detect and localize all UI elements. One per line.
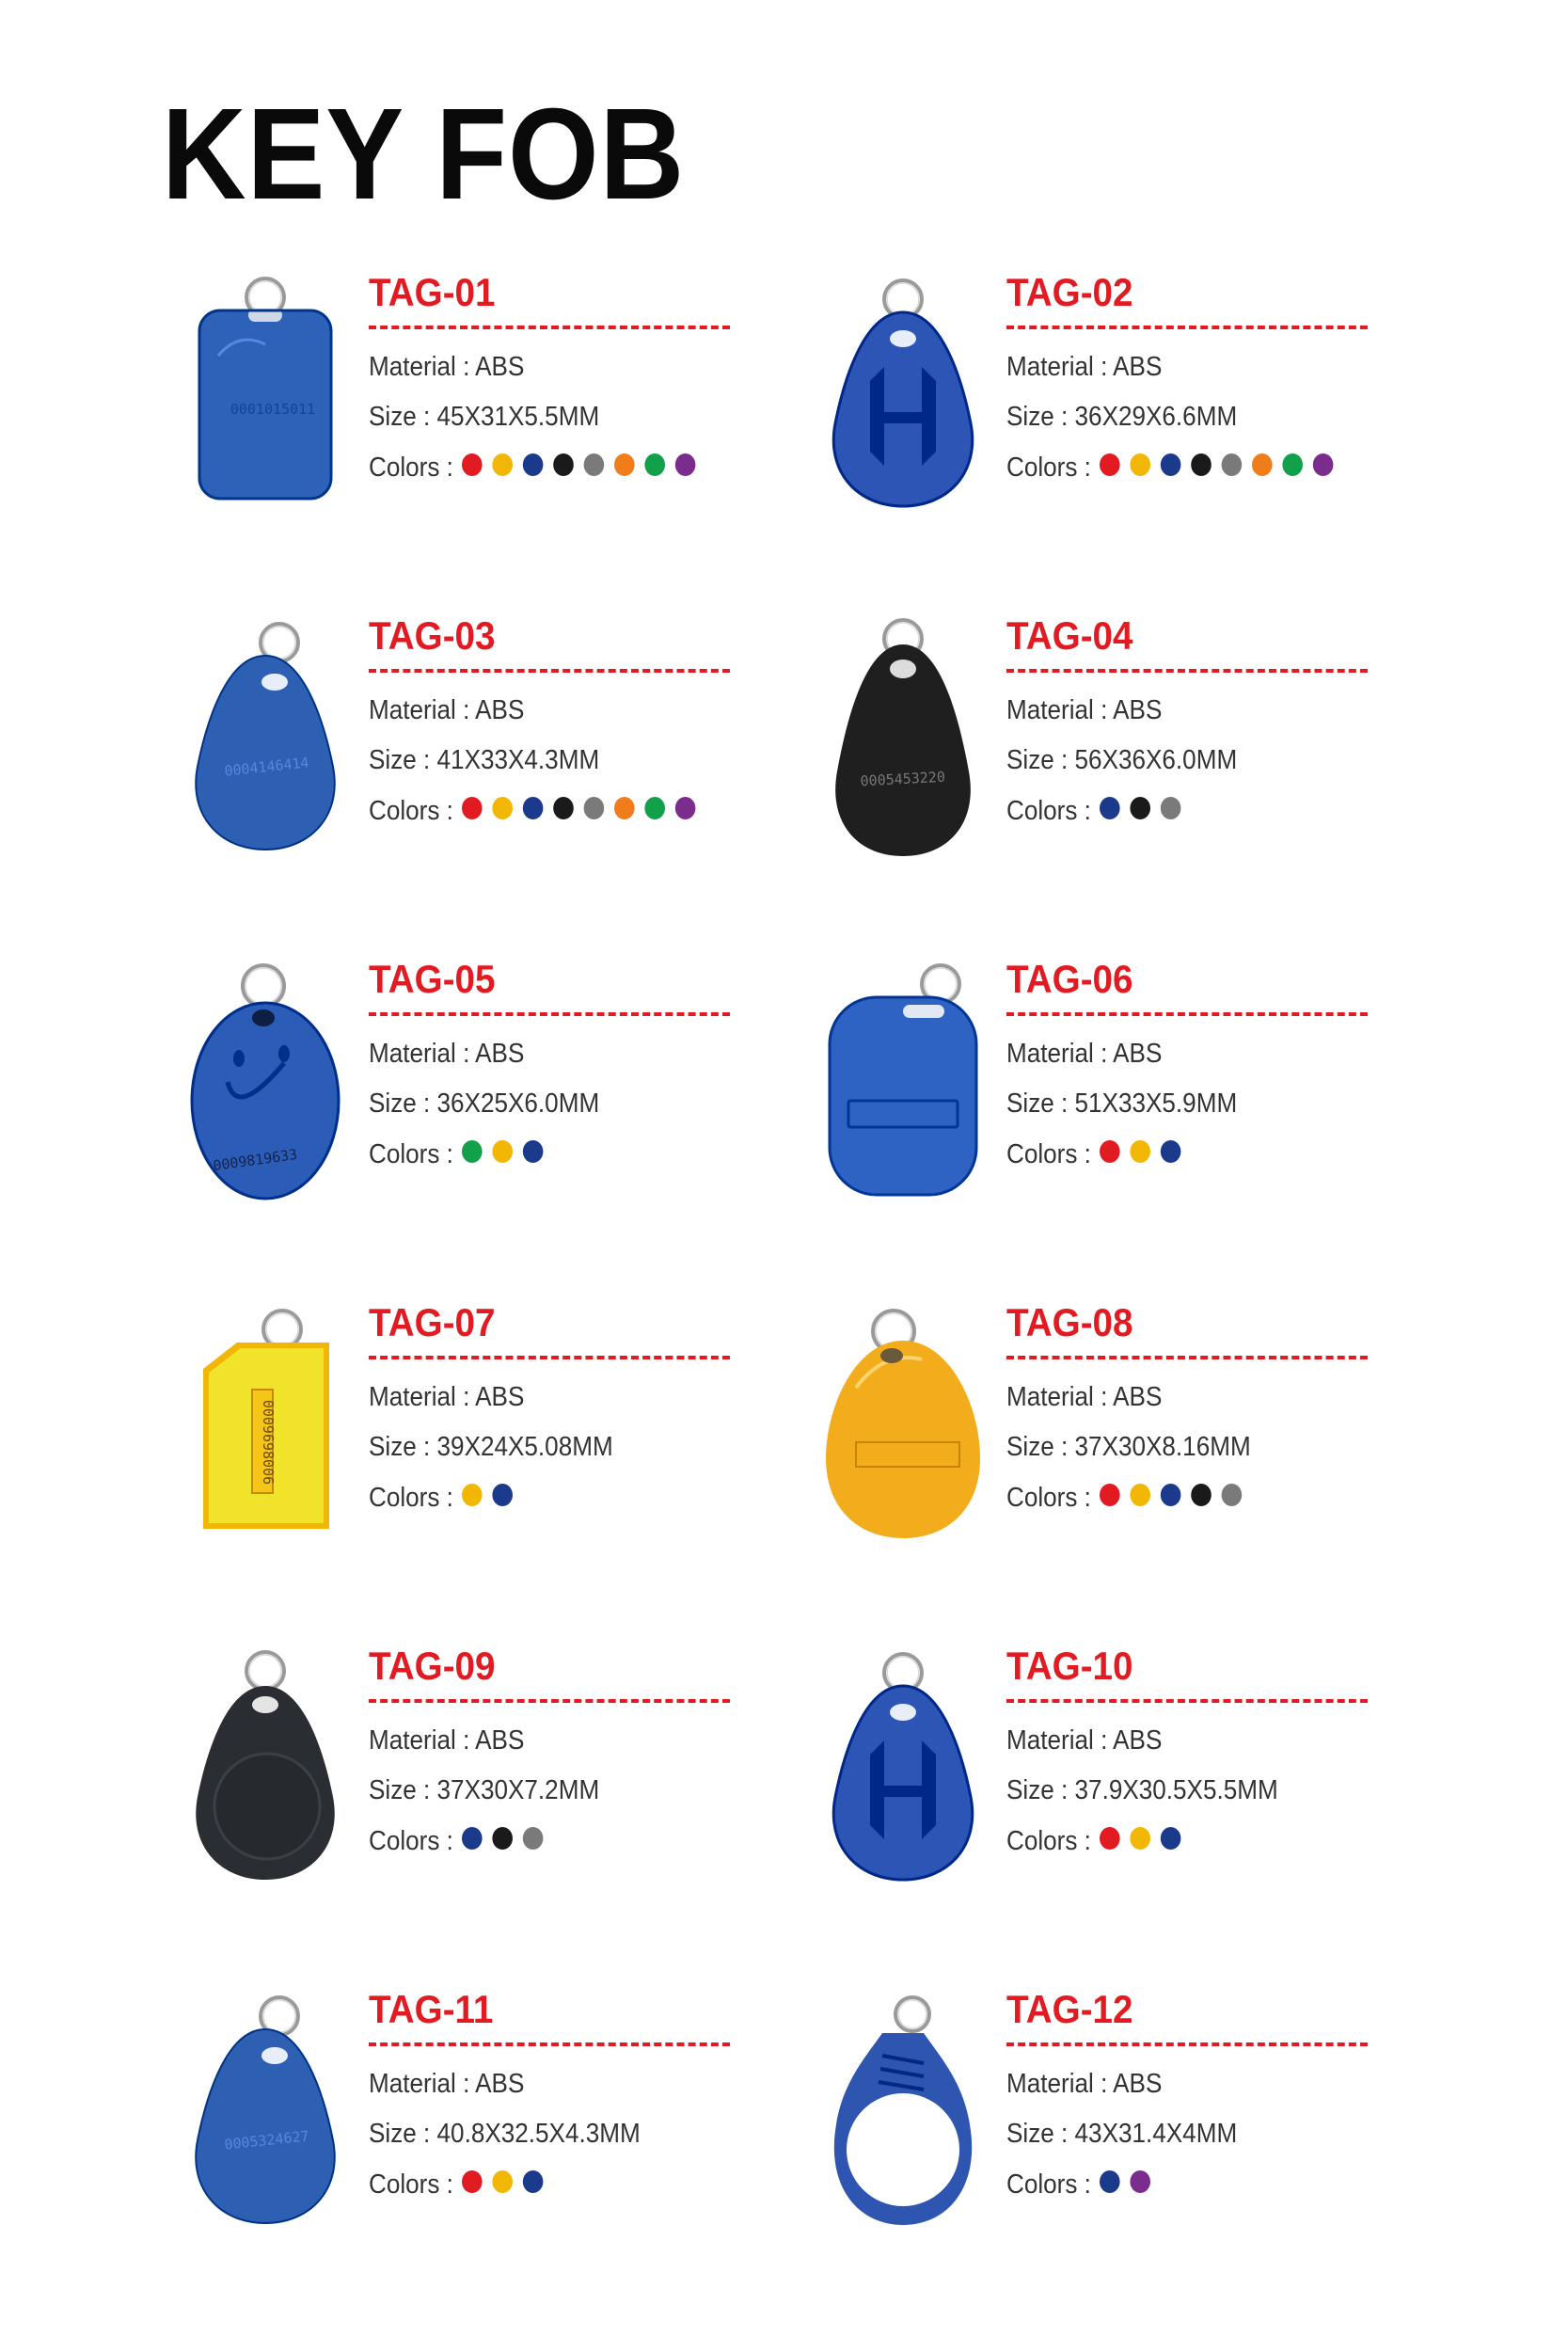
size-label: Size : [1006,2119,1075,2149]
color-swatch-orange [614,453,635,476]
key-fob-image [800,273,1006,517]
product-info [369,1987,730,2200]
material-value: ABS [475,1039,525,1069]
key-fob-image [162,1646,369,1891]
colors-row [1006,1827,1332,1855]
color-swatch-yellow [492,1140,513,1163]
color-swatch-blue [1161,1827,1181,1850]
color-swatch-yellow [492,2170,513,2193]
product-info [1006,613,1368,826]
colors-label: Colors : [369,1138,453,1169]
size-label: Size : [369,1432,437,1462]
product-card-tag-06 [800,957,1533,1279]
color-swatch-black [1191,453,1212,476]
color-swatch-yellow [462,1484,483,1506]
product-name: TAG-03 [369,613,496,658]
key-fob-image [800,1646,1006,1891]
size-value: 36X29X6.6MM [1074,402,1238,432]
color-swatch-red [462,2170,483,2193]
product-info [1006,1646,1368,1855]
size-value: 43X31.4X4MM [1074,2119,1238,2149]
size-row [1006,404,1343,431]
material-value: ABS [475,1382,525,1412]
colors-row [1006,2170,1332,2199]
product-name: TAG-04 [1006,613,1133,658]
material-value: ABS [1113,1039,1163,1069]
size-row [369,1777,694,1804]
key-fob-image [800,1303,1006,1548]
dashed-divider [369,1699,730,1703]
color-swatch-orange [1252,453,1273,476]
colors-row [369,1827,694,1855]
size-label: Size : [369,1089,437,1119]
size-value: 51X33X5.9MM [1074,1089,1238,1119]
product-card-tag-12 [800,1987,1533,2310]
color-swatches [462,2170,553,2199]
product-info [1006,1987,1368,2200]
dashed-divider [1006,669,1368,673]
color-swatch-purple [1130,2170,1150,2193]
colors-label: Colors : [1006,795,1091,826]
size-label: Size : [1006,1775,1075,1805]
color-swatch-blue [492,1484,513,1506]
colors-label: Colors : [369,2169,453,2200]
color-swatch-blue [1161,1140,1181,1163]
material-label: Material : [1006,2069,1114,2099]
color-swatch-blue [523,453,544,476]
color-swatch-gray [523,1827,544,1850]
color-swatch-orange [614,797,635,819]
colors-row [1006,1484,1332,1512]
colors-row [369,1484,694,1512]
color-swatch-black [492,1827,513,1850]
size-label: Size : [369,402,437,432]
product-name: TAG-10 [1006,1644,1133,1688]
size-row [1006,2121,1332,2148]
size-label: Size : [1006,745,1075,775]
colors-label: Colors : [1006,452,1091,483]
dashed-divider [1006,1699,1368,1703]
material-value: ABS [1113,695,1163,725]
product-info [1006,1300,1368,1513]
color-swatch-blue [1161,1484,1181,1506]
color-swatch-blue [523,2170,544,2193]
size-label: Size : [1006,402,1075,432]
color-swatches [462,1484,523,1512]
size-label: Size : [369,2119,437,2149]
color-swatch-green [644,453,665,476]
color-swatches [1100,2170,1161,2199]
product-card-tag-03 [162,613,895,936]
material-label: Material : [369,352,476,382]
material-label: Material : [1006,1382,1114,1412]
product-name: TAG-09 [369,1644,496,1688]
colors-label: Colors : [369,1482,453,1513]
colors-label: Colors : [1006,1138,1091,1169]
product-info [369,613,743,826]
material-row [1006,2071,1332,2098]
material-value: ABS [475,695,525,725]
color-swatch-yellow [1130,1484,1150,1506]
material-row [369,2071,694,2098]
svg-text:0001015011: 0001015011 [230,401,316,418]
color-swatch-yellow [492,453,513,476]
key-fob-image [162,616,369,861]
colors-row [369,1140,694,1168]
material-row [1006,1041,1332,1068]
color-swatch-black [1191,1484,1212,1506]
dashed-divider [1006,1356,1368,1359]
material-label: Material : [369,1382,476,1412]
color-swatch-black [553,797,574,819]
dashed-divider [1006,1012,1368,1016]
color-swatch-red [1100,453,1120,476]
material-value: ABS [475,2069,525,2099]
key-fob-image [800,1990,1006,2234]
color-swatch-purple [675,797,696,819]
color-swatches [462,797,705,825]
dashed-divider [369,1012,730,1016]
color-swatch-red [1100,1140,1120,1163]
size-row [369,1090,694,1118]
svg-text:0004146414: 0004146414 [223,754,310,780]
colors-label: Colors : [1006,1825,1091,1856]
size-label: Size : [1006,1432,1075,1462]
product-card-tag-04 [800,613,1533,936]
material-row [369,1041,694,1068]
size-row [1006,1434,1332,1461]
color-swatches [462,1827,553,1855]
key-fob-image [162,1990,369,2234]
material-label: Material : [369,695,476,725]
color-swatches [462,453,705,482]
material-label: Material : [1006,1039,1114,1069]
colors-row [1006,797,1332,825]
dashed-divider [369,2042,730,2046]
color-swatches [462,1140,553,1168]
material-row [369,1384,694,1411]
product-name: TAG-12 [1006,1987,1133,2031]
color-swatch-green [1282,453,1303,476]
color-swatch-purple [1313,453,1334,476]
key-fob-image [162,960,369,1204]
colors-label: Colors : [369,795,453,826]
color-swatches [1100,453,1343,482]
product-info [1006,270,1381,483]
size-row [369,404,705,431]
color-swatch-blue [1161,453,1181,476]
product-card-tag-05 [162,957,895,1279]
color-swatch-black [1130,797,1150,819]
material-row [369,354,705,381]
color-swatch-gray [584,797,605,819]
color-swatch-blue [1100,2170,1120,2193]
material-row [1006,1384,1332,1411]
material-row [1006,354,1343,381]
product-name: TAG-02 [1006,270,1133,314]
colors-row [369,453,705,482]
dashed-divider [369,1356,730,1359]
size-row [1006,1090,1332,1118]
color-swatch-green [462,1140,483,1163]
svg-text:0009698006: 0009698006 [260,1399,277,1486]
product-info [369,957,730,1169]
size-row [369,2121,694,2148]
colors-label: Colors : [369,1825,453,1856]
product-name: TAG-11 [369,1987,494,2031]
material-label: Material : [1006,1725,1114,1756]
product-name: TAG-08 [1006,1300,1133,1344]
color-swatch-purple [675,453,696,476]
color-swatches [1100,797,1191,825]
color-swatch-yellow [1130,453,1150,476]
color-swatch-yellow [1130,1827,1150,1850]
svg-text:0005324627: 0005324627 [223,2127,310,2153]
key-fob-image [162,1303,369,1548]
page-title: KEY FOB [162,82,686,227]
material-value: ABS [1113,352,1163,382]
colors-label: Colors : [369,452,453,483]
colors-row [1006,453,1343,482]
color-swatch-yellow [1130,1140,1150,1163]
material-label: Material : [1006,695,1114,725]
product-info [1006,957,1368,1169]
product-card-tag-09 [162,1646,895,1966]
color-swatches [1100,1140,1191,1168]
material-value: ABS [475,1725,525,1756]
key-fob-image [800,616,1006,861]
svg-text:0005453220: 0005453220 [860,768,946,790]
product-info [369,1300,730,1513]
size-value: 40.8X32.5X4.3MM [436,2119,641,2149]
key-fob-image [162,273,369,517]
material-value: ABS [1113,2069,1163,2099]
material-value: ABS [475,352,525,382]
material-label: Material : [1006,352,1114,382]
product-card-tag-02 [800,270,1533,593]
color-swatch-red [462,453,483,476]
size-value: 39X24X5.08MM [436,1432,613,1462]
dashed-divider [1006,2042,1368,2046]
product-card-tag-10 [800,1646,1533,1966]
product-info [369,270,743,483]
size-value: 37.9X30.5X5.5MM [1074,1775,1278,1805]
color-swatch-gray [1222,1484,1243,1506]
size-value: 41X33X4.3MM [436,745,600,775]
size-label: Size : [1006,1089,1075,1119]
dashed-divider [369,669,730,673]
material-label: Material : [369,2069,476,2099]
color-swatch-gray [584,453,605,476]
colors-row [1006,1140,1332,1168]
size-row [369,747,705,774]
size-row [1006,747,1332,774]
color-swatch-green [644,797,665,819]
size-row [1006,1777,1332,1804]
size-value: 45X31X5.5MM [436,402,600,432]
dashed-divider [369,326,730,329]
size-value: 37X30X8.16MM [1074,1432,1251,1462]
svg-text:0009819633: 0009819633 [212,1145,299,1175]
color-swatch-yellow [492,797,513,819]
color-swatch-gray [1161,797,1181,819]
product-name: TAG-01 [369,270,496,314]
product-info [369,1646,730,1855]
color-swatch-blue [1100,797,1120,819]
size-value: 56X36X6.0MM [1074,745,1238,775]
color-swatch-red [1100,1827,1120,1850]
color-swatch-red [462,797,483,819]
colors-row [369,2170,694,2199]
color-swatch-gray [1222,453,1243,476]
material-label: Material : [369,1725,476,1756]
material-row [1006,1727,1332,1755]
material-row [369,697,705,724]
color-swatch-blue [523,1140,544,1163]
colors-row [369,797,705,825]
color-swatch-black [553,453,574,476]
color-swatches [1100,1827,1191,1855]
material-row [369,1727,694,1755]
color-swatch-red [1100,1484,1120,1506]
colors-label: Colors : [1006,2169,1091,2200]
dashed-divider [1006,326,1368,329]
product-card-tag-11 [162,1987,895,2310]
size-row [369,1434,694,1461]
product-name: TAG-05 [369,957,496,1001]
material-row [1006,697,1332,724]
material-value: ABS [1113,1382,1163,1412]
size-label: Size : [369,745,437,775]
key-fob-image [800,960,1006,1204]
size-label: Size : [369,1775,437,1805]
color-swatch-blue [462,1827,483,1850]
color-swatch-blue [523,797,544,819]
size-value: 37X30X7.2MM [436,1775,600,1805]
colors-label: Colors : [1006,1482,1091,1513]
size-value: 36X25X6.0MM [436,1089,600,1119]
color-swatches [1100,1484,1252,1512]
product-name: TAG-07 [369,1300,496,1344]
product-name: TAG-06 [1006,957,1133,1001]
product-card-tag-08 [800,1300,1533,1623]
product-card-tag-01 [162,270,895,593]
material-value: ABS [1113,1725,1163,1756]
product-card-tag-07 [162,1300,895,1623]
material-label: Material : [369,1039,476,1069]
